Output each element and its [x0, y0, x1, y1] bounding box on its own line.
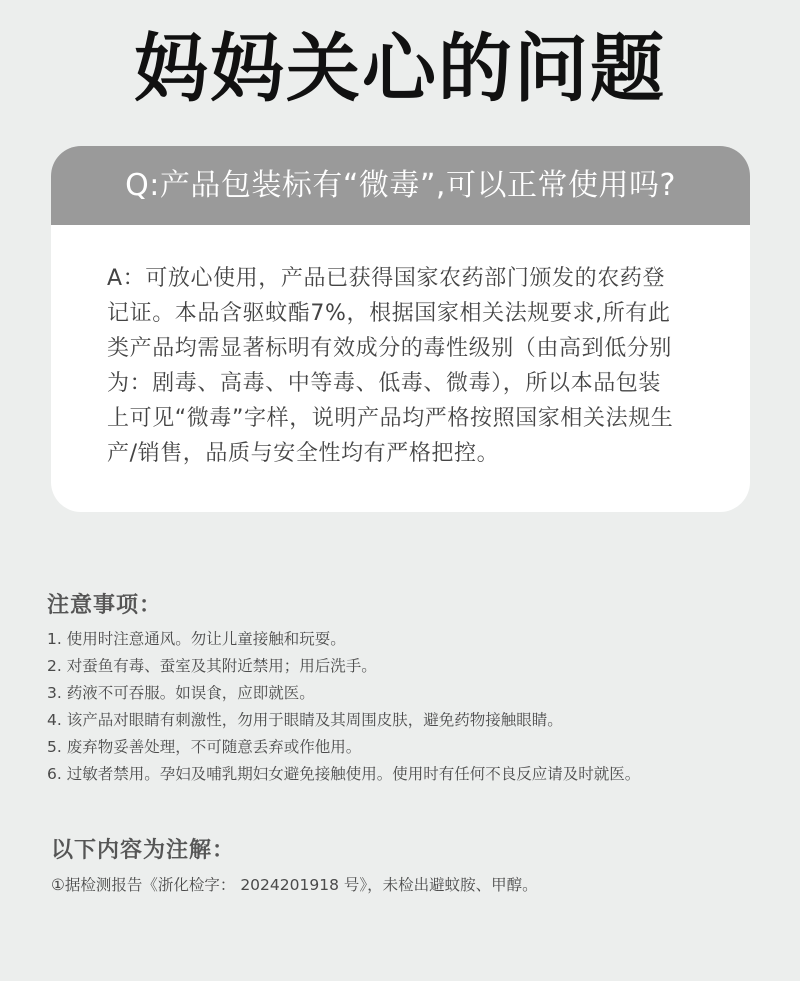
- faq-card: [51, 146, 750, 512]
- notes-item: 2. 对蚕鱼有毒、蚕室及其附近禁用；用后洗手。: [47, 657, 377, 675]
- faq-answer-line: 上可见“微毒”字样，说明产品均严格按照国家相关法规生: [107, 406, 674, 431]
- faq-answer-line: 类产品均需显著标明有效成分的毒性级别（由高到低分别: [107, 336, 673, 361]
- notes-item: 6. 过敏者禁用。孕妇及哺乳期妇女避免接触使用。使用时有任何不良反应请及时就医。: [47, 765, 641, 783]
- notes-item: 1. 使用时注意通风。勿让儿童接触和玩耍。: [47, 630, 346, 648]
- notes-item: 3. 药液不可吞服。如误食，应即就医。: [47, 684, 315, 702]
- notes-item: 5. 废弃物妥善处理，不可随意丢弃或作他用。: [47, 738, 362, 756]
- annotation-section: [51, 835, 771, 897]
- faq-answer-line: 记证。本品含驱蚊酯7%，根据国家相关法规要求,所有此: [107, 301, 671, 326]
- faq-answer-line: A：可放心使用，产品已获得国家农药部门颁发的农药登: [107, 266, 666, 291]
- annotation-text: ①据检测报告《浙化检字： 2024201918 号》，未检出避蚊胺、甲醇。: [51, 876, 538, 894]
- annotation-title: 以下内容为注解：: [51, 838, 236, 863]
- faq-answer-line: 为：剧毒、高毒、中等毒、低毒、微毒），所以本品包装: [107, 371, 662, 396]
- notes-section: [47, 590, 767, 788]
- notes-title: 注意事项：: [47, 593, 163, 618]
- notes-list: [47, 626, 767, 788]
- faq-answer-line: 产/销售，品质与安全性均有严格把控。: [107, 441, 500, 466]
- faq-answer: [51, 225, 750, 471]
- faq-question: Q:产品包装标有“微毒”,可以正常使用吗?: [51, 146, 750, 225]
- page-title: 妈妈关心的问题: [134, 26, 666, 112]
- notes-item: 4. 该产品对眼睛有刺激性，勿用于眼睛及其周围皮肤，避免药物接触眼睛。: [47, 711, 563, 729]
